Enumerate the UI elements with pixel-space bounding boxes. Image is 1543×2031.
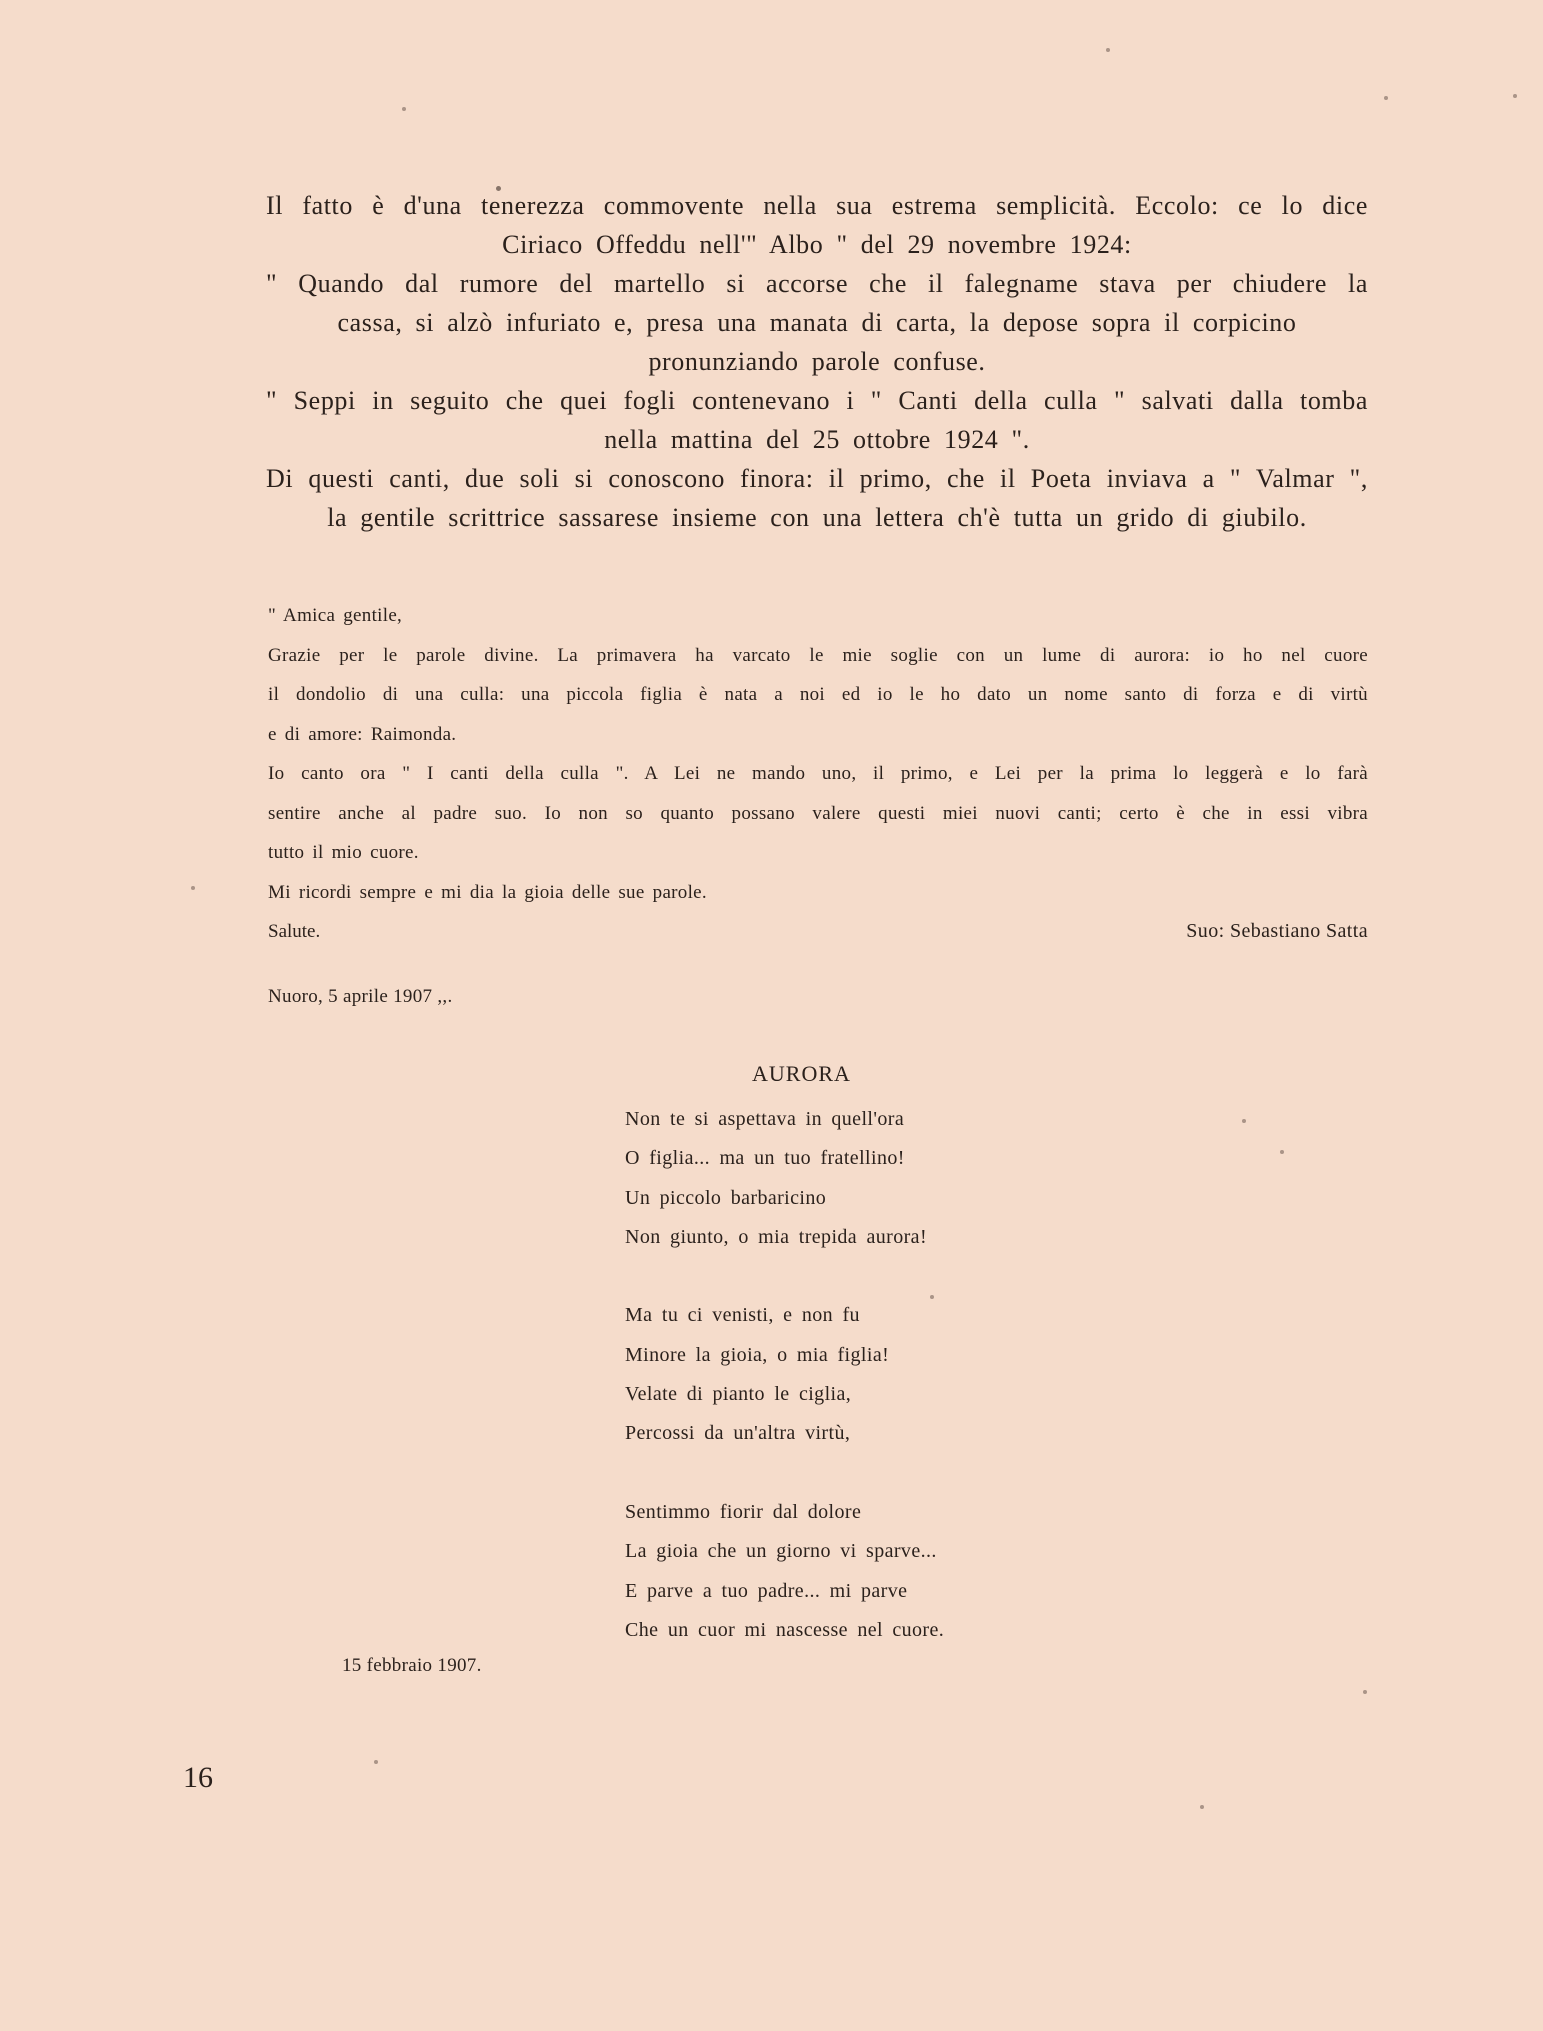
- letter-line: Mi ricordi sempre e mi dia la gioia delle sue parole.: [268, 881, 707, 903]
- intro-line: pronunziando parole confuse.: [648, 347, 986, 376]
- letter-signature: Suo: Sebastiano Satta: [1186, 920, 1368, 942]
- paper-speck: [1106, 48, 1110, 52]
- paper-speck: [191, 886, 195, 890]
- poem-verse: Sentimmo fiorir dal dolore: [625, 1500, 862, 1523]
- poem-verse: Minore la gioia, o mia figlia!: [625, 1343, 890, 1366]
- poem-verse: Velate di pianto le ciglia,: [625, 1383, 852, 1406]
- paper-speck: [1200, 1805, 1204, 1809]
- intro-paragraph: [266, 186, 1368, 537]
- stanza-break: [625, 1454, 944, 1493]
- letter-greeting: " Amica gentile,: [268, 605, 403, 626]
- letter-closing: Salute.: [268, 921, 321, 942]
- poem-verse: E parve a tuo padre... mi parve: [625, 1579, 908, 1602]
- poem-title: AURORA: [752, 1061, 851, 1086]
- poem-verse: Non giunto, o mia trepida aurora!: [625, 1225, 928, 1248]
- letter-line: Grazie per le parole divine. La primavera ha varcato le mie soglie con un lume di aurora: io ho nel cuore: [268, 644, 1368, 666]
- poem-verse: Un piccolo barbaricino: [625, 1186, 827, 1209]
- intro-line: la gentile scrittrice sassarese insieme con una lettera ch'è tutta un grido di giubilo.: [327, 503, 1307, 532]
- poem-verse: O figlia... ma un tuo fratellino!: [625, 1147, 905, 1170]
- paper-speck: [1242, 1119, 1246, 1123]
- intro-line: nella mattina del 25 ottobre 1924 ".: [604, 425, 1030, 454]
- intro-line: " Quando dal rumore del martello si accorse che il falegname stava per chiudere la: [266, 269, 1368, 298]
- page-number: 16: [183, 1761, 213, 1794]
- letter-line: tutto il mio cuore.: [268, 842, 419, 863]
- letter-line: e di amore: Raimonda.: [268, 723, 457, 745]
- letter-line: il dondolio di una culla: una piccola figlia è nata a noi ed io le ho dato un nome santo di forza e di virtù: [268, 684, 1368, 705]
- poem-date: 15 febbraio 1907.: [342, 1655, 482, 1676]
- paper-speck: [1363, 1690, 1367, 1694]
- paper-speck: [1280, 1150, 1284, 1154]
- poem-verse: Percossi da un'altra virtù,: [625, 1422, 851, 1445]
- poem-verse: Che un cuor mi nascesse nel cuore.: [625, 1618, 945, 1641]
- quoted-letter: [268, 596, 1368, 952]
- letter-line: Io canto ora " I canti della culla ". A Lei ne mando uno, il primo, e Lei per la prima lo leggerà e lo farà: [268, 763, 1368, 784]
- letter-line: sentire anche al padre suo. Io non so quanto possano valere questi miei nuovi canti; certo è che in essi vibra: [268, 802, 1368, 824]
- poem-verse: Non te si aspettava in quell'ora: [625, 1108, 905, 1130]
- stanza-break: [625, 1257, 944, 1296]
- intro-line: Ciriaco Offeddu nell'" Albo " del 29 novembre 1924:: [502, 230, 1132, 259]
- poem-body: [625, 1100, 944, 1650]
- paper-speck: [1513, 94, 1517, 98]
- poem-verse: La gioia che un giorno vi sparve...: [625, 1540, 937, 1563]
- intro-line: cassa, si alzò infuriato e, presa una manata di carta, la depose sopra il corpicino: [337, 308, 1297, 337]
- paper-speck: [1384, 96, 1388, 100]
- intro-line: Il fatto è d'una tenerezza commovente nella sua estrema semplicità. Eccolo: ce lo dice: [266, 191, 1368, 220]
- paper-speck: [374, 1760, 378, 1764]
- intro-line: " Seppi in seguito che quei fogli contenevano i " Canti della culla " salvati dalla tomba: [266, 386, 1368, 415]
- intro-line: Di questi canti, due soli si conoscono finora: il primo, che il Poeta inviava a " Valmar ",: [266, 464, 1368, 493]
- poem-verse: Ma tu ci venisti, e non fu: [625, 1304, 860, 1327]
- letter-closing-row: [268, 912, 1368, 952]
- paper-speck: [402, 107, 406, 111]
- letter-place-date: Nuoro, 5 aprile 1907 ,,.: [268, 986, 453, 1007]
